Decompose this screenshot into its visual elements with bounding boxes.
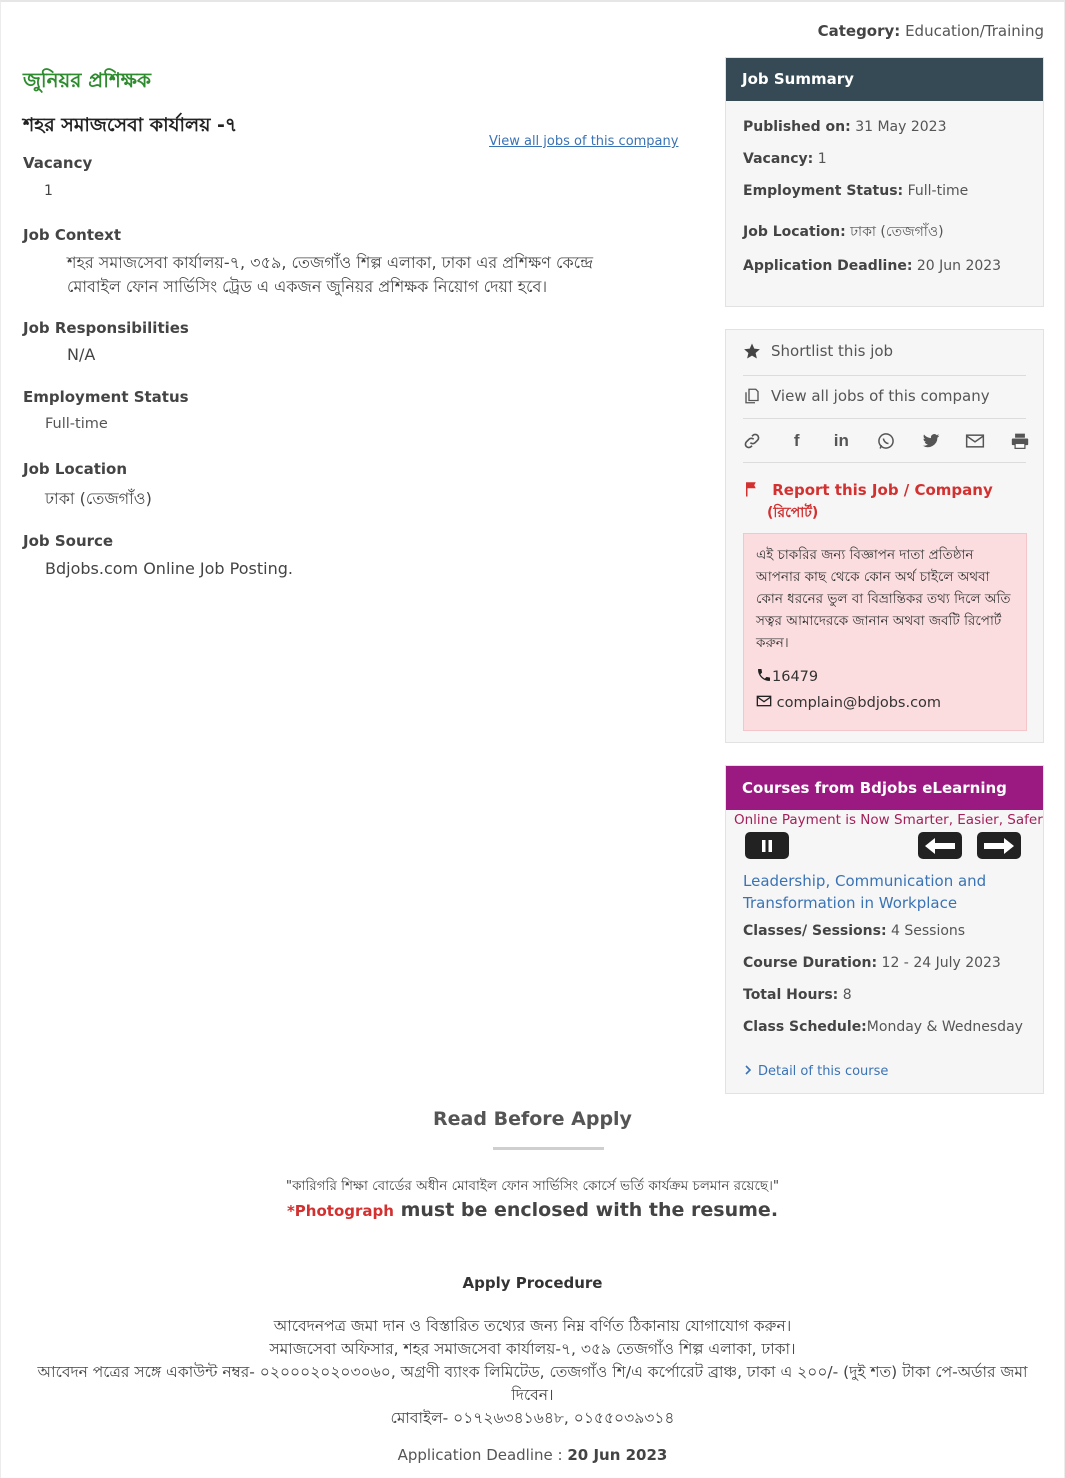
arrow-left-icon xyxy=(924,837,956,855)
summary-employment xyxy=(743,183,968,199)
summary-published-value: 31 May 2023 xyxy=(855,119,947,135)
application-deadline xyxy=(0,1446,1065,1464)
summary-vacancy xyxy=(743,151,827,167)
summary-deadline-label: Application Deadline: xyxy=(743,258,913,274)
course-duration xyxy=(743,955,1001,971)
warning-email[interactable] xyxy=(756,692,1014,714)
divider xyxy=(743,418,1026,419)
course-hours-label: Total Hours: xyxy=(743,987,839,1003)
job-summary-title: Job Summary xyxy=(726,58,1043,101)
course-detail-label: Detail of this course xyxy=(758,1064,889,1079)
link-icon[interactable] xyxy=(741,430,763,452)
phone-icon xyxy=(756,667,772,683)
warning-phone xyxy=(756,666,1014,688)
job-location-value: ঢাকা (তেজগাঁও) xyxy=(45,489,152,508)
whatsapp-icon[interactable] xyxy=(875,430,897,452)
course-hours xyxy=(743,987,852,1003)
job-location-heading: Job Location xyxy=(23,460,128,478)
fraud-warning-text: এই চাকরির জন্য বিজ্ঞাপন দাতা প্রতিষ্ঠান আপনার কাছ থেকে কোন অর্থ চাইলে অথবা কোন ধরনের ভুল বা বিভ্রান্তিকর তথ্য দিলে অতি সত্বর আমাদেরকে জানান অথবা জবটি রিপোর্ট করুন। xyxy=(756,547,1011,651)
read-before-quote: "কারিগরি শিক্ষা বোর্ডের অধীন মোবাইল ফোন সার্ভিসিং কোর্সে ভর্তি কার্যক্রম চলমান রয়েছে।" xyxy=(285,1178,780,1194)
share-bar xyxy=(741,430,1031,452)
view-all-jobs-label: View all jobs of this company xyxy=(771,387,990,405)
shortlist-label: Shortlist this job xyxy=(771,342,894,360)
envelope-icon xyxy=(756,694,772,708)
payment-marquee: Online Payment is Now Smarter, Easier, Safer xyxy=(734,812,1043,828)
warning-phone-number: 16479 xyxy=(772,669,819,685)
flag-icon xyxy=(743,480,761,498)
job-context-text xyxy=(67,251,667,299)
vacancy-heading: Vacancy xyxy=(23,154,93,172)
company-name: শহর সমাজসেবা কার্যালয় -৭ xyxy=(23,114,238,136)
job-summary-panel xyxy=(725,57,1044,307)
course-detail-link[interactable] xyxy=(743,1064,888,1079)
summary-deadline-value: 20 Jun 2023 xyxy=(916,258,1002,274)
report-job-button[interactable] xyxy=(743,480,1023,525)
facebook-icon[interactable]: f xyxy=(793,431,800,450)
course-schedule xyxy=(743,1019,1023,1035)
course-sessions-label: Classes/ Sessions: xyxy=(743,923,887,939)
divider xyxy=(743,462,1026,463)
course-sessions xyxy=(743,923,965,939)
vacancy-value: 1 xyxy=(44,183,53,199)
courses-title: Courses from Bdjobs eLearning xyxy=(726,766,1043,810)
read-before-apply-title: Read Before Apply xyxy=(433,1108,632,1130)
apply-line-1: আবেদনপত্র জমা দান ও বিস্তারিত তথ্যের জন্য নিম্ন বর্ণিত ঠিকানায় যোগাযোগ করুন। xyxy=(273,1317,792,1335)
category-line xyxy=(818,22,1044,40)
course-schedule-value: Monday & Wednesday xyxy=(866,1019,1023,1035)
course-sessions-value: 4 Sessions xyxy=(891,923,966,939)
next-button[interactable] xyxy=(977,832,1021,859)
apply-procedure-body xyxy=(25,1315,1040,1430)
job-title: জুনিয়র প্রশিক্ষক xyxy=(23,68,151,92)
job-details xyxy=(23,62,683,578)
summary-published xyxy=(743,119,946,135)
job-context-heading: Job Context xyxy=(23,226,122,244)
course-duration-label: Course Duration: xyxy=(743,955,878,971)
linkedin-icon[interactable]: in xyxy=(833,431,849,450)
apply-line-2: সমাজসেবা অফিসার, শহর সমাজসেবা কার্যালয়-৭, ৩৫৯ তেজগাঁও শিল্প এলাকা, ঢাকা। xyxy=(269,1340,796,1358)
employment-status-heading: Employment Status xyxy=(23,388,189,406)
arrow-right-icon xyxy=(983,837,1015,855)
copy-icon xyxy=(743,387,761,405)
course-title-link[interactable]: Leadership, Communication and Transformation in Workplace xyxy=(743,872,987,912)
job-source-value: Bdjobs.com Online Job Posting. xyxy=(45,559,293,578)
summary-vacancy-label: Vacancy: xyxy=(743,151,814,167)
course-schedule-label: Class Schedule: xyxy=(743,1019,867,1035)
view-all-jobs-link[interactable]: View all jobs of this company xyxy=(489,134,679,149)
report-label: Report this Job / Company xyxy=(772,481,993,499)
shortlist-job-button[interactable] xyxy=(743,342,1026,360)
category-value: Education/Training xyxy=(905,22,1044,40)
job-context-line-2: মোবাইল ফোন সার্ভিসিং ট্রেড এ একজন জুনিয়র প্রশিক্ষক নিয়োগ দেয়া হবে। xyxy=(67,277,548,296)
employment-status-value: Full-time xyxy=(45,416,108,432)
job-source-heading: Job Source xyxy=(23,532,114,550)
deadline-value: 20 Jun 2023 xyxy=(567,1446,668,1464)
responsibilities-value: N/A xyxy=(67,345,96,364)
summary-location-label: Job Location: xyxy=(743,224,846,240)
title-underline xyxy=(493,1147,604,1150)
summary-location xyxy=(743,220,944,244)
fraud-warning-box xyxy=(743,533,1027,731)
apply-line-4: মোবাইল- ০১৭২৬৩৪১৬৪৮, ০১৫৫০৩৯৩১৪ xyxy=(390,1409,675,1427)
responsibilities-heading: Job Responsibilities xyxy=(23,319,189,337)
pause-button[interactable] xyxy=(745,832,789,859)
photograph-notice xyxy=(0,1199,1065,1221)
summary-employment-label: Employment Status: xyxy=(743,183,904,199)
mail-icon[interactable] xyxy=(964,430,986,452)
summary-published-label: Published on: xyxy=(743,119,851,135)
twitter-icon[interactable] xyxy=(920,430,942,452)
courses-panel xyxy=(725,765,1044,1094)
apply-procedure-title: Apply Procedure xyxy=(462,1274,603,1292)
chevron-right-icon xyxy=(743,1065,753,1075)
view-all-jobs-button[interactable] xyxy=(743,387,1026,405)
course-duration-value: 12 - 24 July 2023 xyxy=(881,955,1001,971)
photograph-notice-text: must be enclosed with the resume. xyxy=(400,1199,779,1221)
photograph-required-label: *Photograph xyxy=(286,1202,394,1220)
summary-vacancy-value: 1 xyxy=(817,151,827,167)
deadline-label: Application Deadline : xyxy=(397,1446,563,1464)
apply-line-3: আবেদন পত্রের সঙ্গে একাউন্ট নম্বর- ০২০০০২০২০৩০৬০, অগ্রণী ব্যাংক লিমিটেড, তেজগাঁও শি/এ কর্পোরেট ব্রাঞ্চ, ঢাকা এ ২০০/- (দুই শত) টাকা পে-অর্ডার জমা দিবেন। xyxy=(37,1363,1028,1404)
warning-email-address: complain@bdjobs.com xyxy=(776,695,942,711)
job-context-line-1: শহর সমাজসেবা কার্যালয়-৭, ৩৫৯, তেজগাঁও শিল্প এলাকা, ঢাকা এর প্রশিক্ষণ কেন্দ্রে xyxy=(67,253,594,272)
star-icon xyxy=(743,342,761,360)
summary-deadline xyxy=(743,258,1001,274)
course-hours-value: 8 xyxy=(842,987,852,1003)
previous-button[interactable] xyxy=(918,832,962,859)
pause-icon xyxy=(760,839,774,853)
category-label: Category: xyxy=(817,22,901,40)
print-icon[interactable] xyxy=(1009,430,1031,452)
job-actions-panel xyxy=(725,329,1044,743)
report-label-bangla: (রিপোর্ট) xyxy=(767,505,819,521)
summary-employment-value: Full-time xyxy=(907,183,969,199)
summary-location-value: ঢাকা (তেজগাঁও) xyxy=(850,224,944,240)
divider xyxy=(743,375,1026,376)
